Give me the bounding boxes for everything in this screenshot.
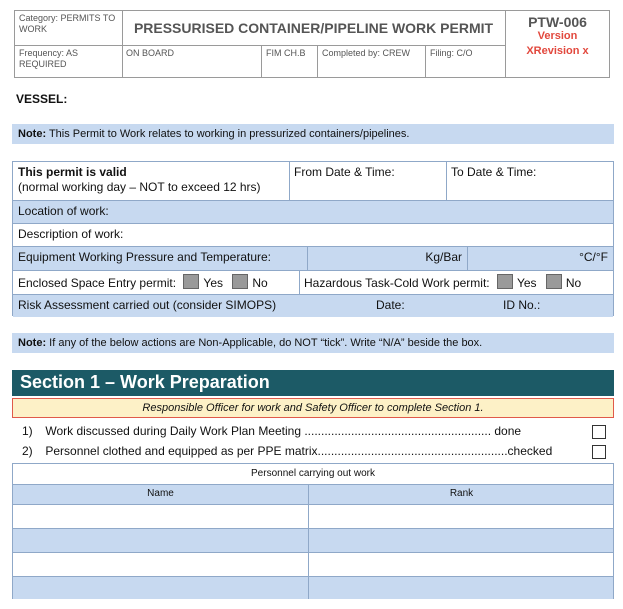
enclosed-yes-checkbox[interactable] bbox=[183, 274, 199, 289]
enclosed-label: Enclosed Space Entry permit: bbox=[18, 276, 177, 290]
item-text: Work discussed during Daily Work Plan Meeting ........................................................ done bbox=[45, 424, 522, 438]
note-na bbox=[12, 333, 614, 353]
to-date-field[interactable]: To Date & Time: bbox=[451, 165, 537, 179]
item-text: Personnel clothed and equipped as per PPE matrix.........................................................checked bbox=[45, 444, 553, 458]
kgbar-field[interactable]: Kg/Bar bbox=[425, 250, 462, 264]
pressure-row bbox=[13, 246, 613, 270]
hazardous-yes-label: Yes bbox=[516, 276, 537, 290]
validity-title: This permit is valid bbox=[18, 165, 127, 179]
validity-subtitle: (normal working day – NOT to exceed 12 hrs) bbox=[18, 180, 261, 194]
revision-label: XRevision x bbox=[526, 45, 589, 57]
version-label: Version bbox=[537, 30, 578, 42]
section-1-title: Section 1 – Work Preparation bbox=[12, 370, 614, 396]
note-text: This Permit to Work relates to working in pressurized containers/pipelines. bbox=[46, 128, 410, 140]
hazardous-label: Hazardous Task-Cold Work permit: bbox=[304, 276, 490, 290]
table-row[interactable] bbox=[13, 528, 613, 552]
table-row[interactable] bbox=[13, 504, 613, 528]
risk-id-field[interactable]: ID No.: bbox=[503, 298, 541, 312]
personnel-table bbox=[12, 463, 614, 599]
header-frequency: Frequency: AS REQUIRED bbox=[19, 48, 79, 69]
from-date-field[interactable]: From Date & Time: bbox=[294, 165, 395, 179]
validity-row bbox=[13, 162, 613, 200]
enclosed-no-checkbox[interactable] bbox=[232, 274, 248, 289]
table-row[interactable] bbox=[13, 552, 613, 576]
checklist-item bbox=[22, 444, 612, 458]
risk-row bbox=[13, 294, 613, 317]
enclosed-no-label: No bbox=[252, 276, 268, 290]
description-field[interactable]: Description of work: bbox=[18, 227, 124, 241]
header-fim: FIM CH.B bbox=[266, 48, 306, 58]
risk-label: Risk Assessment carried out (consider SIMOPS) bbox=[18, 298, 277, 312]
permits-row bbox=[13, 270, 613, 294]
risk-date-field[interactable]: Date: bbox=[376, 298, 405, 312]
note-bold: Note: bbox=[18, 128, 47, 140]
done-checkbox[interactable] bbox=[592, 425, 606, 439]
table-row[interactable] bbox=[13, 576, 613, 599]
item-number: 1) bbox=[22, 424, 33, 438]
hazardous-no-label: No bbox=[565, 276, 582, 290]
document-header bbox=[14, 10, 610, 78]
permit-code: PTW-006 bbox=[528, 14, 587, 30]
note-pressurized bbox=[12, 124, 614, 144]
note2-bold: Note: bbox=[18, 337, 47, 349]
temperature-field[interactable]: °C/°F bbox=[579, 250, 608, 264]
page-title: PRESSURISED CONTAINER/PIPELINE WORK PERMIT bbox=[133, 20, 494, 36]
location-field[interactable]: Location of work: bbox=[18, 204, 109, 218]
enclosed-yes-label: Yes bbox=[203, 276, 223, 290]
responsible-officer-note: Responsible Officer for work and Safety Officer to complete Section 1. bbox=[12, 398, 614, 418]
header-location: ON BOARD bbox=[126, 48, 175, 58]
item-number: 2) bbox=[22, 444, 33, 458]
location-row bbox=[13, 200, 613, 223]
personnel-title: Personnel carrying out work bbox=[251, 468, 375, 479]
checklist-item bbox=[22, 424, 612, 438]
note2-text: If any of the below actions are Non-Applicable, do NOT “tick”. Write “N/A” beside the box. bbox=[46, 337, 483, 349]
checked-checkbox[interactable] bbox=[592, 445, 606, 459]
header-category: Category: PERMITS TO WORK bbox=[19, 13, 116, 34]
pressure-label: Equipment Working Pressure and Temperature: bbox=[18, 250, 272, 264]
column-header-rank: Rank bbox=[449, 488, 474, 499]
hazardous-yes-checkbox[interactable] bbox=[497, 274, 513, 289]
header-filing: Filing: C/O bbox=[430, 48, 473, 58]
column-header-name: Name bbox=[147, 488, 174, 499]
vessel-label: VESSEL: bbox=[16, 92, 68, 106]
hazardous-no-checkbox[interactable] bbox=[546, 274, 562, 289]
permit-form bbox=[12, 161, 614, 316]
header-completed-by: Completed by: CREW bbox=[322, 48, 411, 58]
description-row bbox=[13, 223, 613, 246]
